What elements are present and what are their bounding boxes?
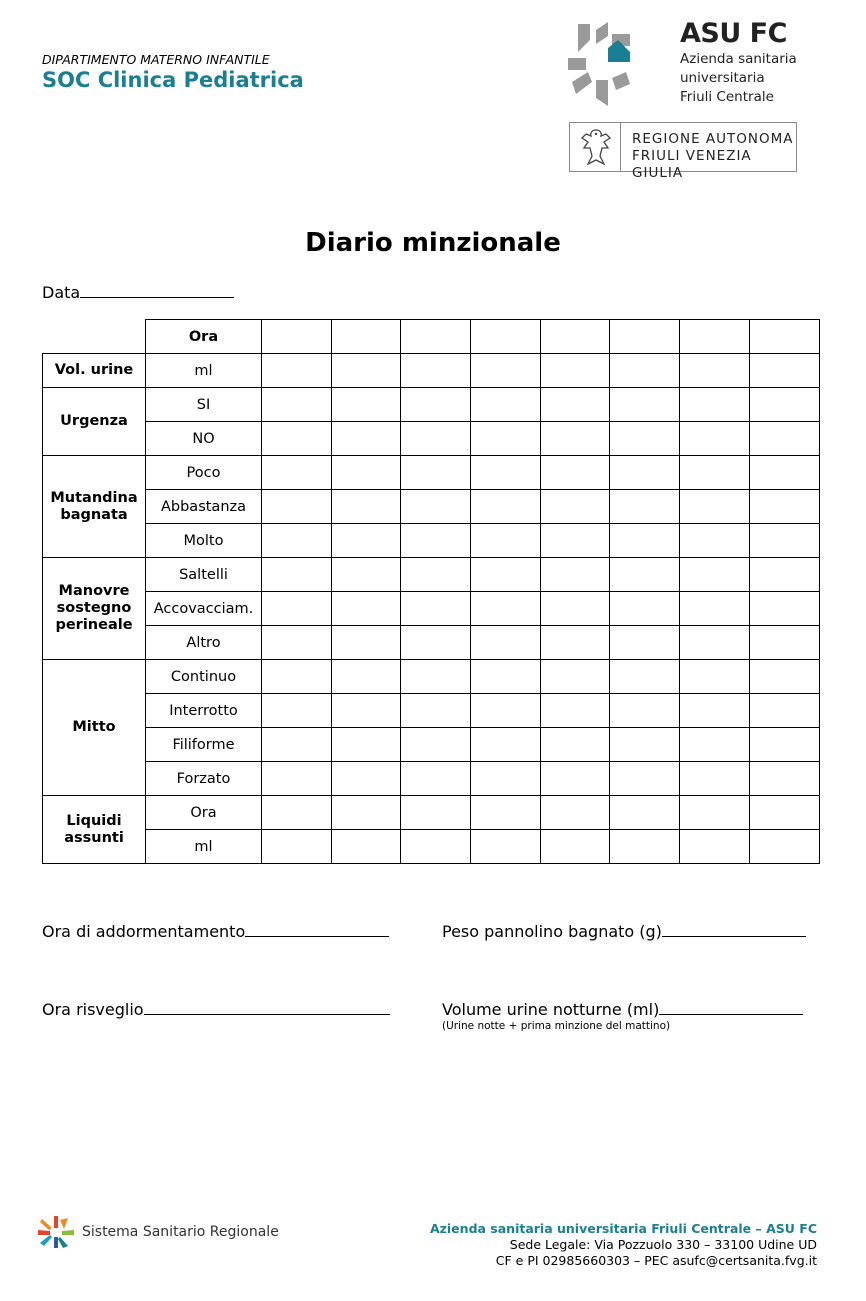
entry-cell[interactable] (262, 456, 332, 490)
entry-cell[interactable] (471, 524, 541, 558)
entry-cell[interactable] (541, 354, 610, 388)
entry-cell[interactable] (541, 592, 610, 626)
entry-cell[interactable] (610, 354, 680, 388)
entry-cell[interactable] (401, 524, 471, 558)
entry-cell[interactable] (471, 660, 541, 694)
entry-cell[interactable] (750, 796, 820, 830)
group-label-line: bagnata (60, 506, 128, 523)
entry-cell[interactable] (680, 660, 750, 694)
entry-cell[interactable] (610, 728, 680, 762)
entry-cell[interactable] (332, 626, 401, 660)
group-label (43, 558, 146, 660)
table-row (43, 762, 820, 796)
table-row (43, 796, 820, 830)
region-logo: REGIONE AUTONOMA FRIULI VENEZIA GIULIA (569, 122, 797, 172)
asu-subtitle: Azienda sanitaria universitaria Friuli Centrale (680, 51, 797, 105)
page-title: Diario minzionale (305, 228, 561, 258)
table-row (43, 558, 820, 592)
entry-cell[interactable] (332, 388, 401, 422)
entry-cell[interactable] (262, 694, 332, 728)
entry-cell[interactable] (262, 558, 332, 592)
ssr-label: Sistema Sanitario Regionale (82, 1224, 279, 1240)
entry-cell[interactable] (610, 694, 680, 728)
entry-cell[interactable] (471, 354, 541, 388)
table-row (43, 626, 820, 660)
row-label: Accovacciam. (146, 592, 262, 626)
entry-cell[interactable] (680, 388, 750, 422)
row-label: Saltelli (146, 558, 262, 592)
entry-cell[interactable] (750, 388, 820, 422)
row-label: Altro (146, 626, 262, 660)
time-cell[interactable] (750, 320, 820, 354)
entry-cell[interactable] (750, 490, 820, 524)
table-header-row (43, 320, 820, 354)
entry-cell[interactable] (541, 490, 610, 524)
entry-cell[interactable] (401, 592, 471, 626)
entry-cell[interactable] (401, 354, 471, 388)
time-cell[interactable] (332, 320, 401, 354)
row-label: Forzato (146, 762, 262, 796)
entry-cell[interactable] (471, 626, 541, 660)
entry-cell[interactable] (471, 422, 541, 456)
unit-name: SOC Clinica Pediatrica (42, 68, 304, 92)
department-name: DIPARTIMENTO MATERNO INFANTILE (42, 52, 270, 67)
entry-cell[interactable] (401, 660, 471, 694)
entry-cell[interactable] (262, 354, 332, 388)
entry-cell[interactable] (471, 694, 541, 728)
table-row (43, 388, 820, 422)
group-label-line: assunti (64, 829, 124, 846)
entry-cell[interactable] (332, 728, 401, 762)
row-label: ml (146, 354, 262, 388)
entry-cell[interactable] (610, 422, 680, 456)
row-label: Filiforme (146, 728, 262, 762)
entry-cell[interactable] (332, 796, 401, 830)
asu-title: ASU FC (680, 18, 787, 49)
entry-cell[interactable] (401, 728, 471, 762)
entry-cell[interactable] (610, 558, 680, 592)
entry-cell[interactable] (680, 694, 750, 728)
group-label (43, 660, 146, 796)
entry-cell[interactable] (332, 524, 401, 558)
entry-cell[interactable] (680, 796, 750, 830)
entry-cell[interactable] (471, 490, 541, 524)
entry-cell[interactable] (750, 694, 820, 728)
table-row (43, 592, 820, 626)
entry-cell[interactable] (680, 626, 750, 660)
time-cell[interactable] (262, 320, 332, 354)
entry-cell[interactable] (680, 524, 750, 558)
entry-cell[interactable] (541, 830, 610, 864)
entry-cell[interactable] (332, 490, 401, 524)
corner-cell (43, 320, 146, 354)
entry-cell[interactable] (750, 762, 820, 796)
entry-cell[interactable] (401, 490, 471, 524)
entry-cell[interactable] (541, 524, 610, 558)
entry-cell[interactable] (401, 422, 471, 456)
table-row (43, 694, 820, 728)
entry-cell[interactable] (541, 762, 610, 796)
entry-cell[interactable] (262, 728, 332, 762)
entry-cell[interactable] (750, 524, 820, 558)
table-row (43, 354, 820, 388)
wake-time-field[interactable]: Ora risveglio (42, 998, 390, 1019)
entry-cell[interactable] (750, 830, 820, 864)
entry-cell[interactable] (332, 592, 401, 626)
entry-cell[interactable] (610, 830, 680, 864)
entry-cell[interactable] (610, 626, 680, 660)
time-cell[interactable] (471, 320, 541, 354)
row-label: ml (146, 830, 262, 864)
sleep-time-field[interactable]: Ora di addormentamento (42, 920, 389, 941)
entry-cell[interactable] (262, 388, 332, 422)
entry-cell[interactable] (541, 558, 610, 592)
diaper-weight-field[interactable]: Peso pannolino bagnato (g) (442, 920, 806, 941)
entry-cell[interactable] (750, 456, 820, 490)
group-label-line: Mitto (72, 719, 116, 735)
entry-cell[interactable] (332, 694, 401, 728)
entry-cell[interactable] (680, 592, 750, 626)
entry-cell[interactable] (610, 456, 680, 490)
entry-cell[interactable] (750, 354, 820, 388)
entry-cell[interactable] (541, 456, 610, 490)
entry-cell[interactable] (332, 422, 401, 456)
entry-cell[interactable] (541, 694, 610, 728)
entry-cell[interactable] (541, 422, 610, 456)
entry-cell[interactable] (471, 728, 541, 762)
table-row (43, 422, 820, 456)
entry-cell[interactable] (262, 422, 332, 456)
time-cell[interactable] (401, 320, 471, 354)
entry-cell[interactable] (610, 524, 680, 558)
entry-cell[interactable] (471, 796, 541, 830)
entry-cell[interactable] (541, 388, 610, 422)
entry-cell[interactable] (262, 660, 332, 694)
row-label: Poco (146, 456, 262, 490)
legal-address: Azienda sanitaria universitaria Friuli Centrale – ASU FC Sede Legale: Via Pozzuolo 330 – 33100 Udine UD CF e PI 02985660303 – PEC asufc@certsanita.fvg.it (429, 1221, 817, 1268)
entry-cell[interactable] (750, 422, 820, 456)
group-label-line: perineale (55, 617, 133, 633)
entry-cell[interactable] (332, 660, 401, 694)
entry-cell[interactable] (680, 728, 750, 762)
entry-cell[interactable] (680, 422, 750, 456)
entry-cell[interactable] (680, 354, 750, 388)
entry-cell[interactable] (401, 796, 471, 830)
entry-cell[interactable] (541, 660, 610, 694)
table-row (43, 524, 820, 558)
entry-cell[interactable] (471, 558, 541, 592)
entry-cell[interactable] (471, 592, 541, 626)
entry-cell[interactable] (610, 388, 680, 422)
entry-cell[interactable] (750, 660, 820, 694)
table-row (43, 490, 820, 524)
group-label-line: Mutandina (50, 489, 138, 506)
entry-cell[interactable] (750, 728, 820, 762)
group-label (43, 456, 146, 558)
table-row (43, 456, 820, 490)
row-label: Abbastanza (146, 490, 262, 524)
entry-cell[interactable] (401, 626, 471, 660)
ssr-star-icon (38, 1216, 74, 1248)
time-cell[interactable] (610, 320, 680, 354)
entry-cell[interactable] (610, 796, 680, 830)
entry-cell[interactable] (401, 456, 471, 490)
night-volume-field[interactable]: Volume urine notturne (ml) (442, 998, 803, 1019)
entry-cell[interactable] (332, 762, 401, 796)
entry-cell[interactable] (750, 626, 820, 660)
group-label-line: Vol. urine (54, 362, 134, 378)
table-row (43, 660, 820, 694)
row-label: Interrotto (146, 694, 262, 728)
entry-cell[interactable] (401, 762, 471, 796)
entry-cell[interactable] (541, 796, 610, 830)
entry-cell[interactable] (610, 490, 680, 524)
row-label: SI (146, 388, 262, 422)
asu-fc-logo-icon (568, 22, 630, 106)
row-label: Continuo (146, 660, 262, 694)
entry-cell[interactable] (262, 762, 332, 796)
entry-cell[interactable] (680, 490, 750, 524)
entry-cell[interactable] (332, 830, 401, 864)
row-label: Ora (146, 796, 262, 830)
entry-cell[interactable] (262, 830, 332, 864)
diary-table (42, 319, 820, 864)
entry-cell[interactable] (262, 490, 332, 524)
table-row (43, 728, 820, 762)
entry-cell[interactable] (262, 524, 332, 558)
date-field[interactable]: Data (42, 281, 234, 302)
entry-cell[interactable] (680, 762, 750, 796)
entry-cell[interactable] (262, 796, 332, 830)
entry-cell[interactable] (610, 660, 680, 694)
entry-cell[interactable] (332, 456, 401, 490)
table-row (43, 830, 820, 864)
entry-cell[interactable] (332, 558, 401, 592)
entry-cell[interactable] (471, 762, 541, 796)
group-label (43, 388, 146, 456)
entry-cell[interactable] (471, 830, 541, 864)
group-label-line: Liquidi (66, 812, 122, 829)
group-label-line: sostegno (56, 600, 132, 616)
night-volume-note: (Urine notte + prima minzione del mattino) (442, 1020, 671, 1032)
entry-cell[interactable] (471, 388, 541, 422)
entry-cell[interactable] (750, 558, 820, 592)
fvg-eagle-icon (578, 126, 614, 168)
group-label-line: Urgenza (60, 413, 128, 429)
entry-cell[interactable] (610, 762, 680, 796)
header-ora: Ora (146, 320, 262, 354)
entry-cell[interactable] (262, 626, 332, 660)
group-label (43, 796, 146, 864)
entry-cell[interactable] (750, 592, 820, 626)
entry-cell[interactable] (541, 728, 610, 762)
entry-cell[interactable] (471, 456, 541, 490)
entry-cell[interactable] (680, 456, 750, 490)
entry-cell[interactable] (680, 830, 750, 864)
group-label (43, 354, 146, 388)
group-label-line: Manovre (58, 583, 130, 599)
entry-cell[interactable] (680, 558, 750, 592)
entry-cell[interactable] (401, 830, 471, 864)
entry-cell[interactable] (332, 354, 401, 388)
row-label: NO (146, 422, 262, 456)
time-cell[interactable] (541, 320, 610, 354)
entry-cell[interactable] (262, 592, 332, 626)
entry-cell[interactable] (401, 694, 471, 728)
entry-cell[interactable] (610, 592, 680, 626)
row-label: Molto (146, 524, 262, 558)
entry-cell[interactable] (401, 558, 471, 592)
entry-cell[interactable] (541, 626, 610, 660)
time-cell[interactable] (680, 320, 750, 354)
entry-cell[interactable] (401, 388, 471, 422)
